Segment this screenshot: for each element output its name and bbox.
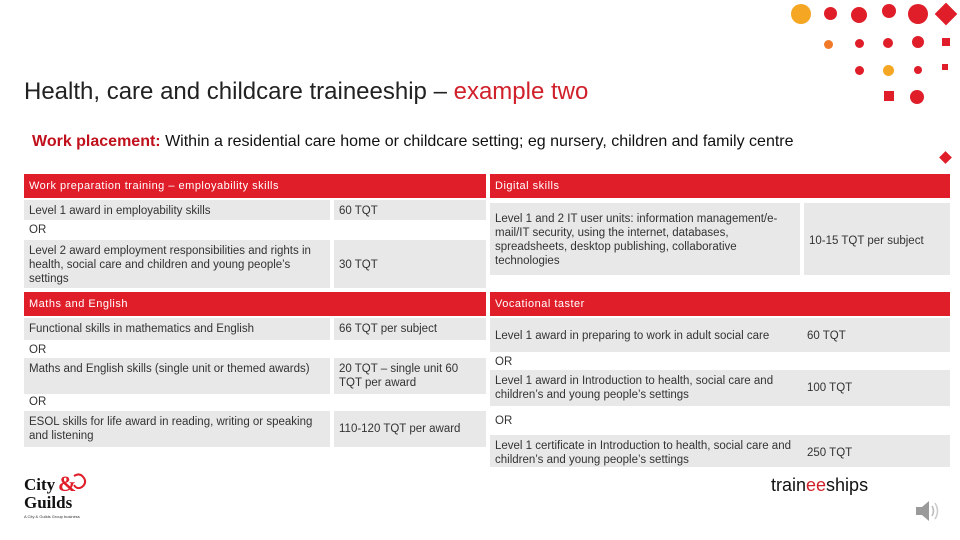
vocational-or-2: OR [495, 415, 513, 427]
work-placement-text: Within a residential care home or childcare setting; eg nursery, children and family centre [160, 133, 794, 150]
svg-text:Guilds: Guilds [24, 493, 73, 512]
maths-row-1-value: 66 TQT per subject [334, 318, 486, 340]
decor-dot [908, 4, 928, 24]
decor-dot [883, 38, 893, 48]
work-placement [32, 133, 794, 151]
work-prep-row-1-text: Level 1 award in employability skills [24, 200, 330, 220]
traineeships-part-1: train [771, 475, 807, 495]
traineeships-part-2: ee [806, 475, 827, 495]
city-guilds-logo-graphic [22, 470, 102, 522]
maths-row-2-text: Maths and English skills (single unit or themed awards) [24, 358, 330, 394]
vocational-row-1-value: 60 TQT [804, 318, 950, 352]
city-and-guilds-logo [22, 470, 102, 522]
svg-text:City: City [24, 475, 56, 494]
decor-square [942, 64, 948, 70]
decor-dot [851, 7, 867, 23]
decor-square [942, 38, 950, 46]
maths-row-3-value: 110-120 TQT per award [334, 411, 486, 447]
work-placement-label: Work placement: [32, 133, 161, 150]
decor-dot [914, 66, 922, 74]
svg-text:&: & [58, 471, 77, 496]
vocational-row-1-text: Level 1 award in preparing to work in adult social care [490, 318, 804, 352]
speaker-icon[interactable] [914, 498, 942, 529]
decor-diamond [935, 3, 958, 26]
digital-value: 10-15 TQT per subject [804, 203, 950, 275]
maths-row-3-text: ESOL skills for life award in reading, writing or speaking and listening [24, 411, 330, 447]
decor-dot [824, 7, 837, 20]
decor-dot [910, 90, 924, 104]
decor-dot [855, 39, 864, 48]
maths-header: Maths and English [24, 292, 486, 316]
vocational-row-3-text: Level 1 certificate in Introduction to health, social care and children’s and young people’s settings [490, 435, 804, 467]
vocational-row-3-value: 250 TQT [804, 435, 950, 467]
vocational-row-2-value: 100 TQT [804, 370, 950, 406]
work-prep-row-2-text: Level 2 award employment responsibilities and rights in health, social care and children and young people’s settings [24, 240, 330, 288]
vocational-or-1: OR [495, 356, 513, 368]
maths-or-1: OR [29, 344, 47, 356]
vocational-row-2-text: Level 1 award in Introduction to health, social care and children’s and young people’s settings [490, 370, 804, 406]
maths-or-2: OR [29, 396, 47, 408]
decor-square [884, 91, 894, 101]
digital-text: Level 1 and 2 IT user units: information management/e-mail/IT security, using the internet, databases, spreadsheets, desktop publishing, collaborative technologies [490, 203, 800, 275]
decor-dot [883, 65, 894, 76]
decor-dot [824, 40, 833, 49]
work-prep-header: Work preparation training – employability skills [24, 174, 486, 198]
decor-dot [791, 4, 811, 24]
decor-dot [855, 66, 864, 75]
work-prep-or: OR [29, 224, 47, 236]
maths-row-1-text: Functional skills in mathematics and English [24, 318, 330, 340]
work-prep-row-2-value: 30 TQT [334, 240, 486, 288]
svg-text:A City & Guilds Group business: A City & Guilds Group business [24, 514, 80, 519]
traineeships-part-3: ships [826, 475, 869, 495]
decor-square [939, 151, 952, 164]
title-accent: example two [453, 78, 589, 105]
decor-dot [882, 4, 896, 18]
maths-row-2-value: 20 TQT – single unit 60 TQT per award [334, 358, 486, 394]
page-title [24, 78, 588, 106]
vocational-header: Vocational taster [490, 292, 950, 316]
digital-header: Digital skills [490, 174, 950, 198]
title-text: Health, care and childcare traineeship – [24, 78, 454, 105]
work-prep-row-1-value: 60 TQT [334, 200, 486, 220]
traineeships-wordmark [771, 475, 868, 496]
decor-dot [912, 36, 924, 48]
